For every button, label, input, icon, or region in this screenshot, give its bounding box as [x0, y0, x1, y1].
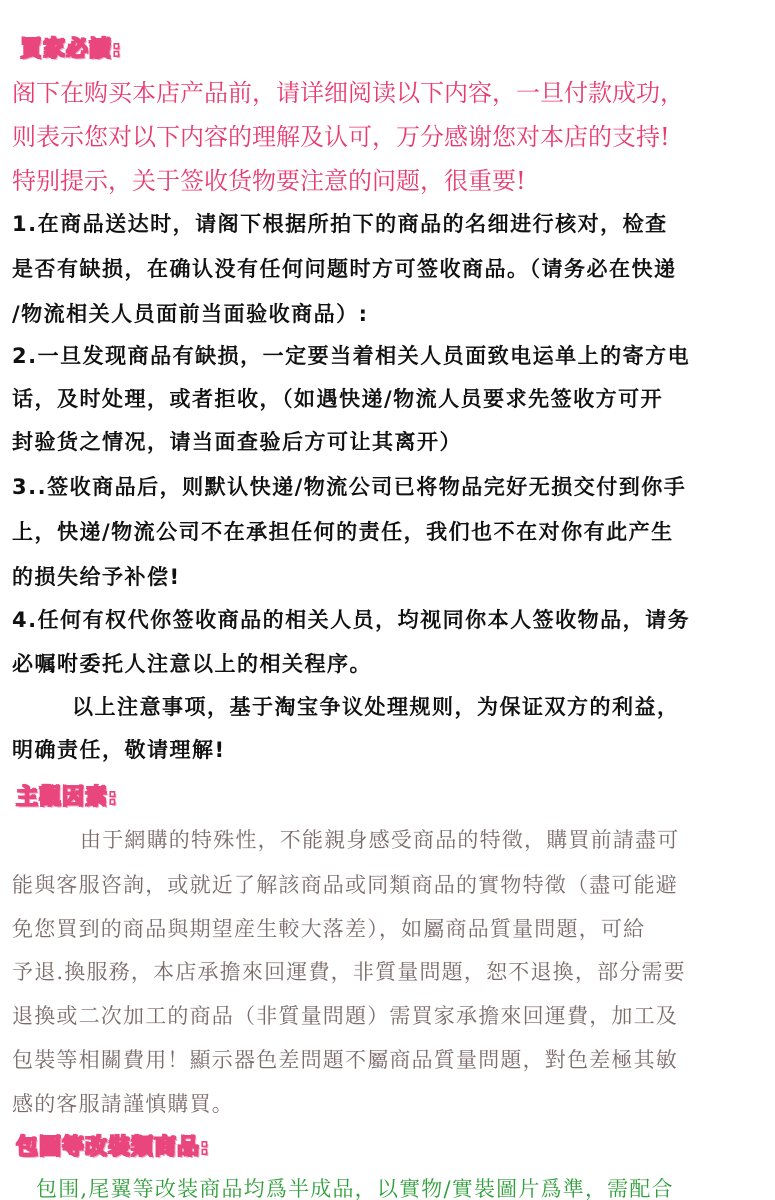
rule-line: 封验货之情况，请当面查验后方可让其离开）	[12, 430, 462, 454]
subjective-line: 能與客服咨詢，或就近了解該商品或同類商品的實物特徵（盡可能避	[12, 873, 678, 897]
subjective-line: 予退.換服務，本店承擔來回運費，非質量問題，恕不退換，部分需要	[12, 960, 686, 984]
rule-line: 以上注意事项，基于淘宝争议处理规则，为保证双方的利益，	[72, 695, 680, 719]
rule-line: 明确责任，敬请理解!	[12, 738, 226, 762]
subjective-line: 退換或二次加工的商品（非質量問題）需買家承擔來回運費，加工及	[12, 1004, 678, 1028]
rule-line: 3..签收商品后，则默认快递/物流公司已将物品完好无损交付到你手	[12, 475, 687, 499]
subjective-factors-heading: 主觀因素:	[16, 785, 118, 810]
subjective-line: 包裝等相關費用！顯示器色差問題不屬商品質量問題，對色差極其敏	[12, 1048, 678, 1072]
rule-line: 是否有缺损，在确认没有任何问题时方可签收商品。（请务必在快递	[12, 257, 677, 281]
rule-line: 话，及时处理，或者拒收，（如遇快递/物流人员要求先签收方可开	[12, 387, 664, 411]
intro-line: 特别提示，关于签收货物要注意的问题，很重要!	[12, 167, 526, 195]
modified-goods-line: 包围,尾翼等改装商品均爲半成品，以實物/實裝圖片爲準，需配合	[36, 1177, 674, 1200]
rule-line: 的损失给予补偿!	[12, 565, 181, 589]
rule-line: 2.一旦发现商品有缺损，一定要当着相关人员面致电运单上的寄方电	[12, 344, 691, 368]
rule-line: 必嘱咐委托人注意以上的相关程序。	[12, 652, 372, 676]
rule-line: 上，快递/物流公司不在承担任何的责任，我们也不在对你有此产生	[12, 520, 674, 544]
subjective-line: 免您買到的商品與期望産生較大落差），如屬商品質量問題，可給	[12, 917, 646, 941]
rule-line: 1.在商品送达时，请阁下根据所拍下的商品的名细进行核对，检查	[12, 212, 668, 236]
modified-goods-heading: 包圍等改裝類商品:	[16, 1135, 210, 1160]
intro-line: 阁下在购买本店产品前，请详细阅读以下内容，一旦付款成功，	[12, 79, 684, 107]
subjective-line: 由于網購的特殊性，不能親身感受商品的特徵，購買前請盡可	[80, 828, 680, 852]
buyer-notice-heading: 買家必讀:	[20, 37, 122, 62]
subjective-line: 感的客服請謹慎購買。	[12, 1092, 234, 1116]
intro-line: 则表示您对以下内容的理解及认可，万分感谢您对本店的支持!	[12, 123, 670, 151]
rule-line: /物流相关人员面前当面验收商品）:	[12, 302, 369, 326]
rule-line: 4.任何有权代你签收商品的相关人员，均视同你本人签收物品，请务	[12, 608, 691, 632]
